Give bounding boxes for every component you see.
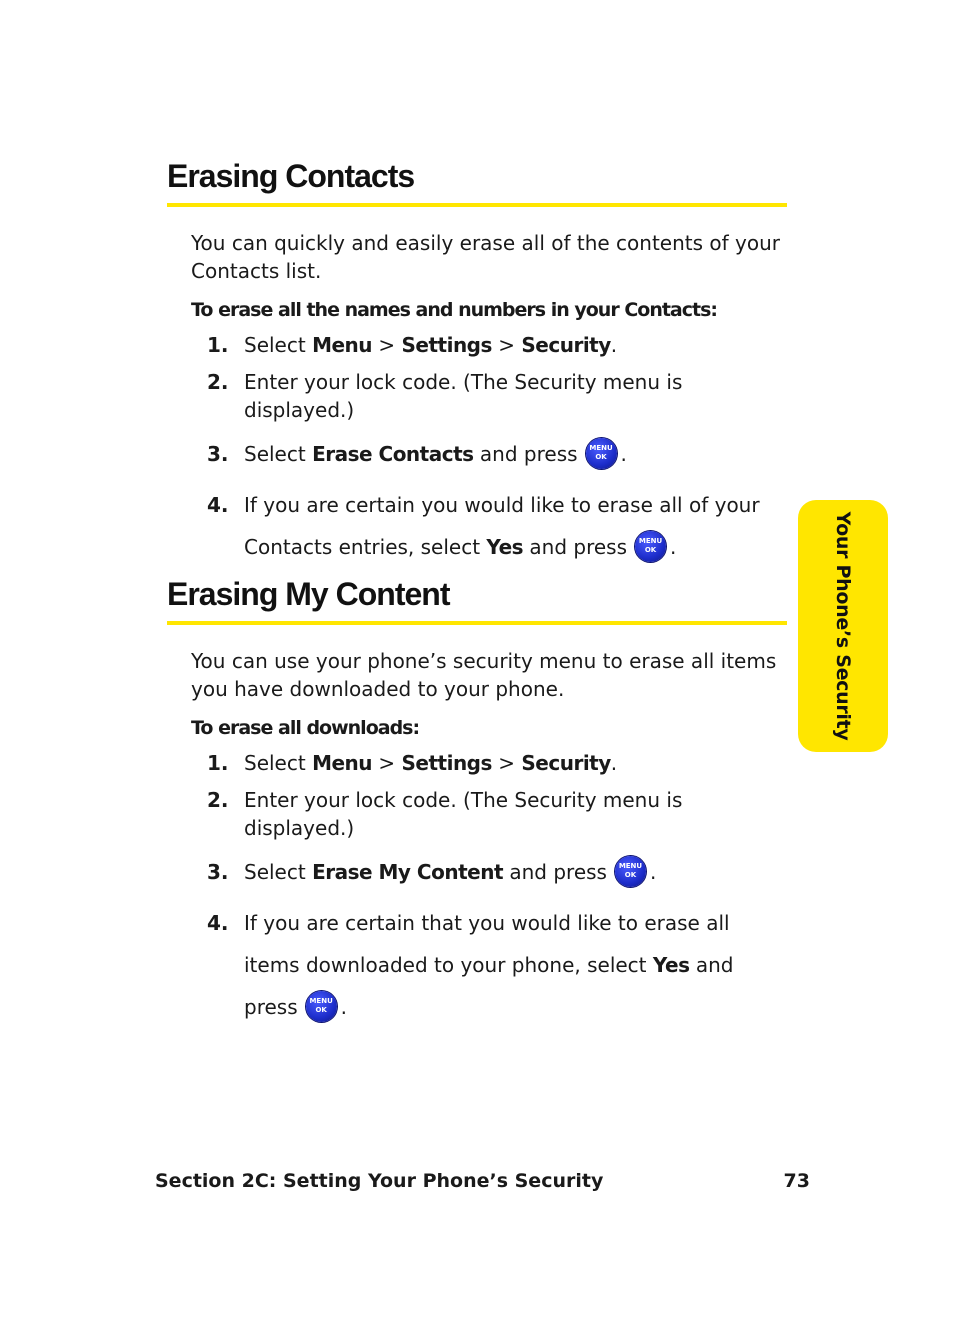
step-item: 1. Select Menu > Settings > Security. [207, 333, 618, 357]
step-item: 3. Select Erase My Content and press MENU OK . [167, 851, 787, 893]
section-erasing-my-content [167, 576, 787, 1037]
chapter-tab-label: Your Phone’s Security [832, 511, 854, 741]
menu-ok-key-icon: MENU OK [615, 856, 646, 887]
step-item: 4. If you are certain you would like to erase all of your Contacts entries, select Yes and press MENU OK . [167, 484, 787, 568]
footer-section-title: Section 2C: Setting Your Phone’s Security [155, 1170, 604, 1192]
page-number: 73 [783, 1170, 810, 1192]
intro-paragraph: You can quickly and easily erase all of the contents of your Contacts list. [191, 231, 781, 283]
step-list [167, 749, 787, 1028]
menu-ok-key-icon: MENU OK [306, 991, 337, 1022]
chapter-side-tab [798, 500, 888, 752]
step-item: 3. Select Erase Contacts and press MENU OK . [167, 433, 787, 475]
intro-paragraph: You can use your phone’s security menu to erase all items you have downloaded to your phone. [191, 649, 777, 701]
menu-ok-key-icon: MENU OK [586, 438, 617, 469]
section-title: Erasing My Content [167, 576, 787, 625]
procedure-heading: To erase all the names and numbers in your Contacts: [191, 299, 717, 321]
section-title: Erasing Contacts [167, 158, 787, 207]
step-item: 2. Enter your lock code. (The Security menu is displayed.) [207, 370, 683, 422]
step-item: 2. Enter your lock code. (The Security menu is displayed.) [207, 788, 683, 840]
step-list [167, 331, 787, 568]
section-erasing-contacts [167, 158, 787, 577]
page-footer [155, 1170, 810, 1192]
step-item: 4. If you are certain that you would like to erase all items downloaded to your phone, select Yes and press MENU OK . [167, 902, 787, 1028]
step-item: 1. Select Menu > Settings > Security. [207, 751, 618, 775]
menu-ok-key-icon: MENU OK [635, 531, 666, 562]
procedure-heading: To erase all downloads: [191, 717, 420, 739]
